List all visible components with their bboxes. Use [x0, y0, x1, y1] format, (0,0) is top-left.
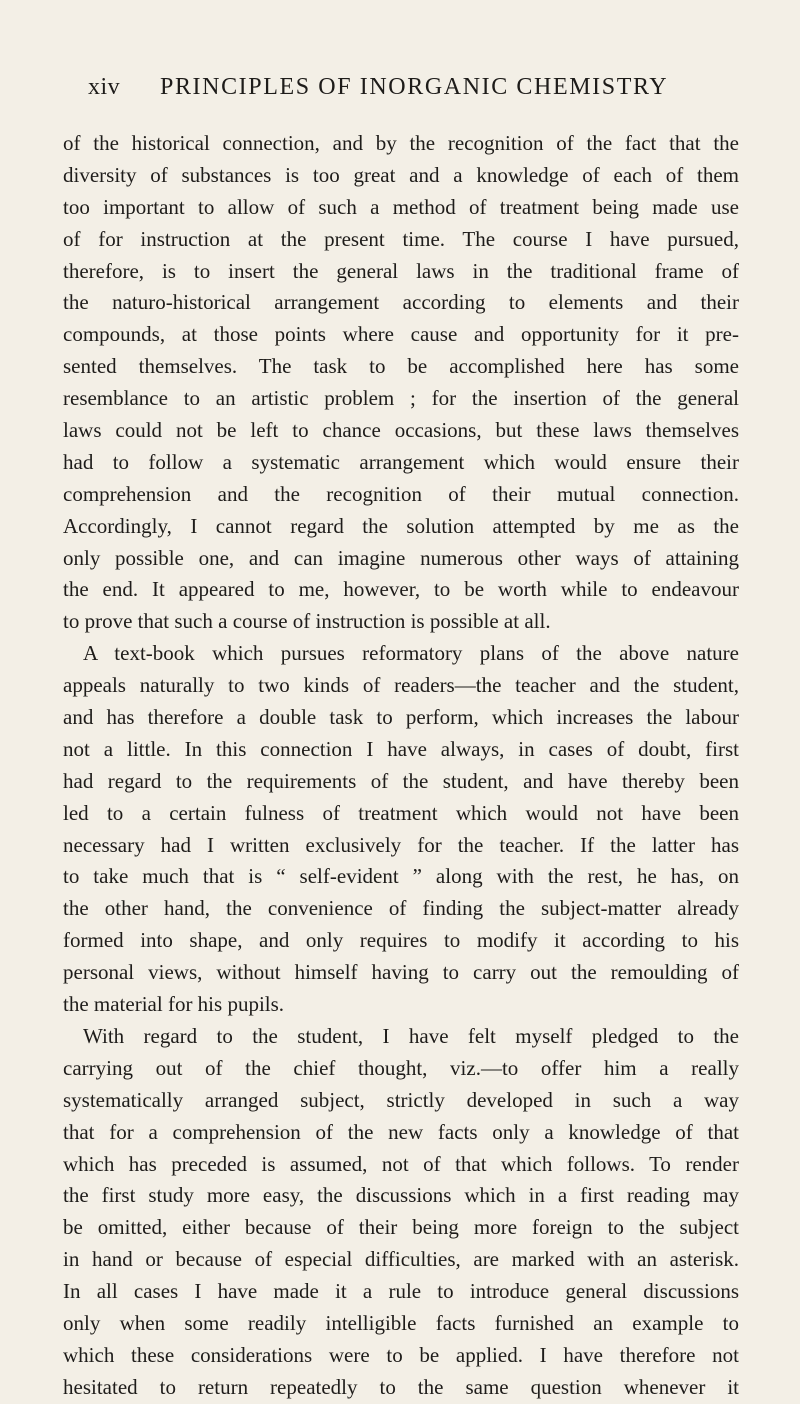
text-line: not a little. In this connection I have always, in cases of doubt, first — [63, 736, 739, 761]
text-line: hesitated to return repeatedly to the same question whenever it — [63, 1374, 739, 1399]
text-line: systematically arranged subject, strictly developed in such a way — [63, 1087, 739, 1112]
running-head — [88, 74, 733, 104]
text-line: of for instruction at the present time. The course I have pursued, — [63, 226, 739, 251]
text-line: in hand or because of especial difficulties, are marked with an asterisk. — [63, 1247, 739, 1272]
paragraph-start-line: With regard to the student, I have felt myself pledged to the — [83, 1023, 739, 1048]
text-line: appeals naturally to two kinds of readers—the teacher and the student, — [63, 673, 739, 698]
text-line: the other hand, the convenience of finding the subject-matter already — [63, 896, 739, 921]
text-line: only possible one, and can imagine numerous other ways of attaining — [63, 545, 739, 570]
text-line: Accordingly, I cannot regard the solution attempted by me as the — [63, 513, 739, 538]
body-text — [63, 128, 739, 1404]
text-line: had to follow a systematic arrangement which would ensure their — [63, 449, 739, 474]
text-line: only when some readily intelligible facts furnished an example to — [63, 1310, 739, 1335]
text-line: the first study more easy, the discussions which in a first reading may — [63, 1183, 739, 1208]
text-line: be omitted, either because of their being more foreign to the subject — [63, 1215, 739, 1240]
text-line: to prove that such a course of instruction is possible at all. — [63, 609, 551, 634]
running-title: PRINCIPLES OF INORGANIC CHEMISTRY — [160, 74, 669, 100]
text-line: resemblance to an artistic problem ; for the insertion of the general — [63, 386, 739, 411]
text-line: compounds, at those points where cause and opportunity for it pre- — [63, 322, 739, 347]
paragraph-start-line: A text-book which pursues reformatory plans of the above nature — [83, 641, 739, 666]
page-number: xiv — [88, 74, 121, 100]
text-line: which has preceded is assumed, not of that which follows. To render — [63, 1151, 739, 1176]
text-line: led to a certain fulness of treatment which would not have been — [63, 800, 739, 825]
text-line: In all cases I have made it a rule to introduce general discussions — [63, 1279, 739, 1304]
text-line: the material for his pupils. — [63, 992, 285, 1017]
text-line: therefore, is to insert the general laws in the traditional frame of — [63, 258, 739, 283]
text-line: comprehension and the recognition of their mutual connection. — [63, 481, 739, 506]
text-line: had regard to the requirements of the student, and have thereby been — [63, 768, 739, 793]
text-line: personal views, without himself having to carry out the remoulding of — [63, 960, 739, 985]
text-line: laws could not be left to chance occasions, but these laws themselves — [63, 418, 739, 443]
text-line: necessary had I written exclusively for the teacher. If the latter has — [63, 832, 739, 857]
text-line: too important to allow of such a method of treatment being made use — [63, 194, 739, 219]
text-line: sented themselves. The task to be accomplished here has some — [63, 354, 739, 379]
text-line: to take much that is “ self-evident ” along with the rest, he has, on — [63, 864, 739, 889]
text-line: formed into shape, and only requires to modify it according to his — [63, 928, 739, 953]
text-line: that for a comprehension of the new facts only a knowledge of that — [63, 1119, 739, 1144]
text-line: and has therefore a double task to perform, which increases the labour — [63, 705, 739, 730]
text-line: diversity of substances is too great and a knowledge of each of them — [63, 162, 739, 187]
text-line: which these considerations were to be applied. I have therefore not — [63, 1342, 739, 1367]
text-line: of the historical connection, and by the recognition of the fact that the — [63, 131, 739, 155]
text-line: the end. It appeared to me, however, to be worth while to endeavour — [63, 577, 739, 602]
text-line: carrying out of the chief thought, viz.—to offer him a really — [63, 1055, 739, 1080]
text-line: the naturo-historical arrangement according to elements and their — [63, 290, 739, 315]
